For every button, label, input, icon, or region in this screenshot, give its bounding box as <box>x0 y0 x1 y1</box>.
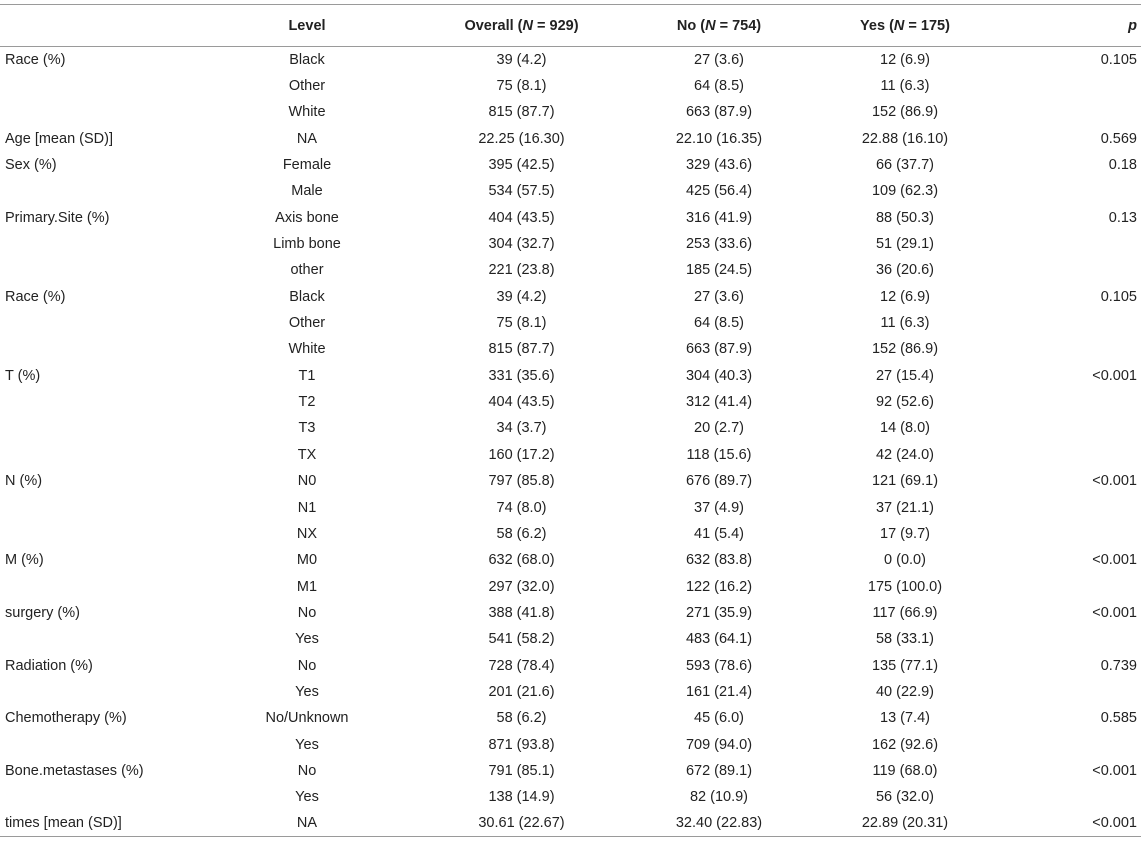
table-row <box>0 679 1141 705</box>
cell-p-value <box>1003 336 1141 362</box>
cell-no: 312 (41.4) <box>685 394 753 411</box>
cell-overall: 541 (58.2) <box>488 631 555 648</box>
cell-variable <box>0 99 202 125</box>
cell-no: 304 (40.3) <box>685 367 753 384</box>
cell-p-value: 0.18 <box>1108 157 1137 174</box>
cell-yes: 162 (92.6) <box>871 736 939 753</box>
cell-p-value <box>1003 231 1141 257</box>
cell-overall: 30.61 (22.67) <box>412 810 631 836</box>
cell-variable <box>0 573 202 599</box>
cell-variable: M (%) <box>5 552 44 569</box>
cell-overall: 815 (87.7) <box>488 104 555 121</box>
cell-no: 20 (2.7) <box>694 420 744 437</box>
cell-no: 253 (33.6) <box>685 236 753 253</box>
table-row <box>0 468 1141 494</box>
header-no-value: = 754) <box>715 17 762 34</box>
table-row <box>0 652 1141 678</box>
cell-no: 161 (21.4) <box>685 683 753 700</box>
cell-no: 483 (64.1) <box>685 631 753 648</box>
table-row <box>0 205 1141 231</box>
cell-overall: 404 (43.5) <box>488 394 555 411</box>
header-no-label: No ( <box>676 17 706 34</box>
header-no-n: N <box>705 17 716 34</box>
cell-level: No <box>297 604 317 621</box>
header-yes-label: Yes ( <box>860 17 894 34</box>
header-overall-value: = 929) <box>532 17 579 34</box>
cell-p-value: 0.13 <box>1108 209 1137 226</box>
cell-no: 32.40 (22.83) <box>631 810 807 836</box>
cell-variable: N (%) <box>5 473 43 490</box>
cell-level: TX <box>297 446 317 463</box>
header-yes <box>807 5 1003 47</box>
header-variable <box>0 5 202 47</box>
cell-p-value: 0.739 <box>1100 657 1137 674</box>
cell-level: NX <box>296 525 318 542</box>
table-row <box>0 731 1141 757</box>
cell-no: 672 (89.1) <box>685 762 753 779</box>
table-row <box>0 126 1141 152</box>
cell-yes: 66 (37.7) <box>875 157 935 174</box>
table-row <box>0 494 1141 520</box>
cell-yes: 12 (6.9) <box>880 51 930 68</box>
cell-variable: times [mean (SD)] <box>0 810 202 836</box>
cell-yes: 152 (86.9) <box>871 341 939 358</box>
cell-overall: 791 (85.1) <box>488 762 555 779</box>
cell-no: 41 (5.4) <box>694 525 744 542</box>
cell-p-value <box>1003 442 1141 468</box>
cell-overall: 74 (8.0) <box>496 499 547 516</box>
table-row <box>0 310 1141 336</box>
cell-no: 632 (83.8) <box>685 552 753 569</box>
cell-overall: 201 (21.6) <box>488 683 555 700</box>
cell-variable: Radiation (%) <box>5 657 93 674</box>
table-row <box>0 152 1141 178</box>
cell-variable <box>0 731 202 757</box>
cell-yes: 109 (62.3) <box>871 183 939 200</box>
cell-no: 64 (8.5) <box>694 78 744 95</box>
cell-yes: 12 (6.9) <box>880 288 930 305</box>
cell-yes: 92 (52.6) <box>875 394 935 411</box>
table-row <box>0 389 1141 415</box>
cell-yes: 152 (86.9) <box>871 104 939 121</box>
cell-variable <box>0 389 202 415</box>
header-no <box>631 5 807 47</box>
cell-variable: Age [mean (SD)] <box>5 130 113 147</box>
cell-level: White <box>288 104 326 121</box>
header-overall-label: Overall ( <box>464 17 523 34</box>
cell-p-value: <0.001 <box>1092 367 1137 384</box>
cell-yes: 135 (77.1) <box>871 657 939 674</box>
cell-overall: 58 (6.2) <box>496 525 547 542</box>
cell-level: T1 <box>298 367 316 384</box>
cell-p-value: <0.001 <box>1092 604 1137 621</box>
cell-overall: 404 (43.5) <box>488 209 555 226</box>
cell-level: Female <box>282 157 332 174</box>
cell-no: 663 (87.9) <box>685 341 753 358</box>
cell-level: N0 <box>297 473 317 490</box>
cell-p-value: <0.001 <box>1092 762 1137 779</box>
table-row <box>0 573 1141 599</box>
table-row <box>0 547 1141 573</box>
header-p <box>1003 5 1141 47</box>
cell-level: other <box>290 262 324 279</box>
cell-overall: 871 (93.8) <box>488 736 555 753</box>
cell-level: T3 <box>298 420 316 437</box>
cell-p-value: 0.585 <box>1100 710 1137 727</box>
header-yes-value: = 175) <box>904 17 950 34</box>
table-row <box>0 363 1141 389</box>
cell-variable <box>0 310 202 336</box>
cell-yes: 22.88 (16.10) <box>861 130 949 147</box>
table-row <box>0 47 1141 73</box>
cell-p-value: <0.001 <box>1003 810 1141 836</box>
cell-no: 122 (16.2) <box>685 578 753 595</box>
cell-level: M1 <box>296 578 318 595</box>
cell-p-value: <0.001 <box>1092 552 1137 569</box>
cell-level: N1 <box>297 499 317 516</box>
cell-variable: Sex (%) <box>5 157 57 174</box>
cell-p-value <box>1003 389 1141 415</box>
cell-yes: 56 (32.0) <box>875 789 935 806</box>
cell-yes: 27 (15.4) <box>875 367 935 384</box>
cell-variable: Chemotherapy (%) <box>5 710 127 727</box>
cell-variable <box>0 521 202 547</box>
cell-no: 37 (4.9) <box>694 499 744 516</box>
cell-level: Yes <box>295 631 319 648</box>
header-level: Level <box>202 5 412 47</box>
cell-overall: 138 (14.9) <box>488 789 555 806</box>
cell-variable <box>0 231 202 257</box>
cell-yes: 11 (6.3) <box>880 78 930 95</box>
cell-yes: 13 (7.4) <box>880 710 930 727</box>
cell-overall: 388 (41.8) <box>488 604 555 621</box>
cell-variable: Race (%) <box>5 51 66 68</box>
table-row <box>0 626 1141 652</box>
cell-yes: 175 (100.0) <box>867 578 943 595</box>
table-header <box>0 5 1141 47</box>
cell-level: Black <box>289 51 325 68</box>
cell-overall: 34 (3.7) <box>496 420 547 437</box>
cell-p-value <box>1003 573 1141 599</box>
cell-yes: 0 (0.0) <box>884 552 926 569</box>
table-row <box>0 758 1141 784</box>
cell-p-value <box>1003 494 1141 520</box>
cell-overall: 632 (68.0) <box>488 552 555 569</box>
cell-level: Other <box>288 315 326 332</box>
header-yes-n: N <box>893 17 905 34</box>
cell-overall: 58 (6.2) <box>496 710 547 727</box>
table-row <box>0 705 1141 731</box>
cell-yes: 40 (22.9) <box>875 683 935 700</box>
cell-variable <box>0 178 202 204</box>
cell-p-value <box>1003 99 1141 125</box>
cell-overall: 331 (35.6) <box>488 367 555 384</box>
cell-yes: 88 (50.3) <box>875 209 935 226</box>
table-row <box>0 521 1141 547</box>
cell-level: Yes <box>295 683 319 700</box>
cell-overall: 22.25 (16.30) <box>478 130 565 147</box>
cell-overall: 395 (42.5) <box>488 157 555 174</box>
cell-yes: 117 (66.9) <box>872 604 938 621</box>
cell-overall: 75 (8.1) <box>496 78 547 95</box>
cell-no: 316 (41.9) <box>685 209 753 226</box>
cell-yes: 51 (29.1) <box>875 236 935 253</box>
cell-level: Axis bone <box>275 209 339 226</box>
cell-yes: 37 (21.1) <box>875 499 935 516</box>
cell-yes: 121 (69.1) <box>871 473 939 490</box>
header-row <box>0 5 1141 47</box>
cell-no: 709 (94.0) <box>685 736 753 753</box>
cell-level: No <box>297 762 317 779</box>
cell-variable <box>0 336 202 362</box>
table-row <box>0 442 1141 468</box>
cell-overall: 297 (32.0) <box>488 578 555 595</box>
cell-no: 82 (10.9) <box>689 789 749 806</box>
cell-p-value: <0.001 <box>1092 473 1137 490</box>
cell-variable: surgery (%) <box>5 604 80 621</box>
cell-level: Other <box>288 78 326 95</box>
cell-no: 64 (8.5) <box>694 315 744 332</box>
cell-no: 185 (24.5) <box>685 262 753 279</box>
table-row <box>0 73 1141 99</box>
cell-level: T2 <box>298 394 316 411</box>
cell-overall: 221 (23.8) <box>488 262 555 279</box>
table-row <box>0 99 1141 125</box>
table-body <box>0 47 1141 837</box>
cell-no: 27 (3.6) <box>694 51 744 68</box>
cell-p-value <box>1003 178 1141 204</box>
cell-level: Limb bone <box>273 236 341 253</box>
table-row <box>0 810 1141 836</box>
cell-p-value <box>1003 784 1141 810</box>
cell-level: Yes <box>295 789 319 806</box>
cell-level: White <box>288 341 326 358</box>
cell-no: 27 (3.6) <box>694 288 744 305</box>
cell-no: 663 (87.9) <box>685 104 753 121</box>
cell-p-value: 0.569 <box>1100 130 1137 147</box>
cell-variable <box>0 679 202 705</box>
cell-overall: 160 (17.2) <box>488 446 555 463</box>
cell-no: 425 (56.4) <box>685 183 753 200</box>
cell-yes: 11 (6.3) <box>880 315 930 332</box>
cell-overall: 534 (57.5) <box>488 183 555 200</box>
cell-p-value <box>1003 415 1141 441</box>
cell-no: 271 (35.9) <box>685 604 753 621</box>
table-row <box>0 784 1141 810</box>
cell-level: No <box>297 657 317 674</box>
cell-p-value <box>1003 626 1141 652</box>
cell-p-value: 0.105 <box>1100 288 1137 305</box>
cell-level: No/Unknown <box>265 710 349 727</box>
cell-overall: 728 (78.4) <box>488 657 555 674</box>
cell-yes: 119 (68.0) <box>872 762 938 779</box>
cell-p-value <box>1003 521 1141 547</box>
header-p-label: p <box>1128 17 1137 34</box>
cell-yes: 42 (24.0) <box>875 446 935 463</box>
cell-no: 329 (43.6) <box>685 157 753 174</box>
cell-p-value <box>1003 73 1141 99</box>
cell-p-value <box>1003 731 1141 757</box>
cell-variable <box>0 73 202 99</box>
cell-variable <box>0 494 202 520</box>
cell-variable: Primary.Site (%) <box>5 209 110 226</box>
cell-no: 45 (6.0) <box>694 710 744 727</box>
table-row <box>0 284 1141 310</box>
cell-p-value <box>1003 257 1141 283</box>
cell-p-value <box>1003 310 1141 336</box>
cell-level: Yes <box>295 736 319 753</box>
cell-overall: 39 (4.2) <box>496 288 547 305</box>
cell-level: Black <box>289 288 325 305</box>
cell-variable: Race (%) <box>5 288 66 305</box>
header-overall <box>412 5 631 47</box>
cell-variable <box>0 626 202 652</box>
cell-yes: 17 (9.7) <box>880 525 930 542</box>
baseline-characteristics-table <box>0 4 1141 837</box>
cell-level: Male <box>291 183 323 200</box>
cell-overall: 304 (32.7) <box>488 236 555 253</box>
cell-variable <box>0 415 202 441</box>
cell-overall: 797 (85.8) <box>488 473 555 490</box>
cell-level: M0 <box>296 552 318 569</box>
table-row <box>0 178 1141 204</box>
cell-yes: 14 (8.0) <box>880 420 930 437</box>
cell-variable: Bone.metastases (%) <box>5 762 144 779</box>
cell-p-value: 0.105 <box>1100 51 1137 68</box>
table-row <box>0 600 1141 626</box>
cell-variable <box>0 784 202 810</box>
cell-overall: 75 (8.1) <box>496 315 547 332</box>
cell-variable <box>0 442 202 468</box>
cell-yes: 58 (33.1) <box>875 631 935 648</box>
cell-no: 22.10 (16.35) <box>675 130 763 147</box>
table-row <box>0 257 1141 283</box>
cell-level: NA <box>202 810 412 836</box>
table-row <box>0 336 1141 362</box>
cell-variable: T (%) <box>5 367 41 384</box>
cell-no: 118 (15.6) <box>686 446 752 463</box>
cell-yes: 36 (20.6) <box>875 262 935 279</box>
cell-p-value <box>1003 679 1141 705</box>
table-row <box>0 415 1141 441</box>
cell-variable <box>0 257 202 283</box>
cell-yes: 22.89 (20.31) <box>807 810 1003 836</box>
cell-no: 593 (78.6) <box>685 657 753 674</box>
cell-overall: 39 (4.2) <box>496 51 547 68</box>
header-overall-n: N <box>522 17 533 34</box>
cell-level: NA <box>296 130 318 147</box>
cell-no: 676 (89.7) <box>685 473 753 490</box>
cell-overall: 815 (87.7) <box>488 341 555 358</box>
table-row <box>0 231 1141 257</box>
